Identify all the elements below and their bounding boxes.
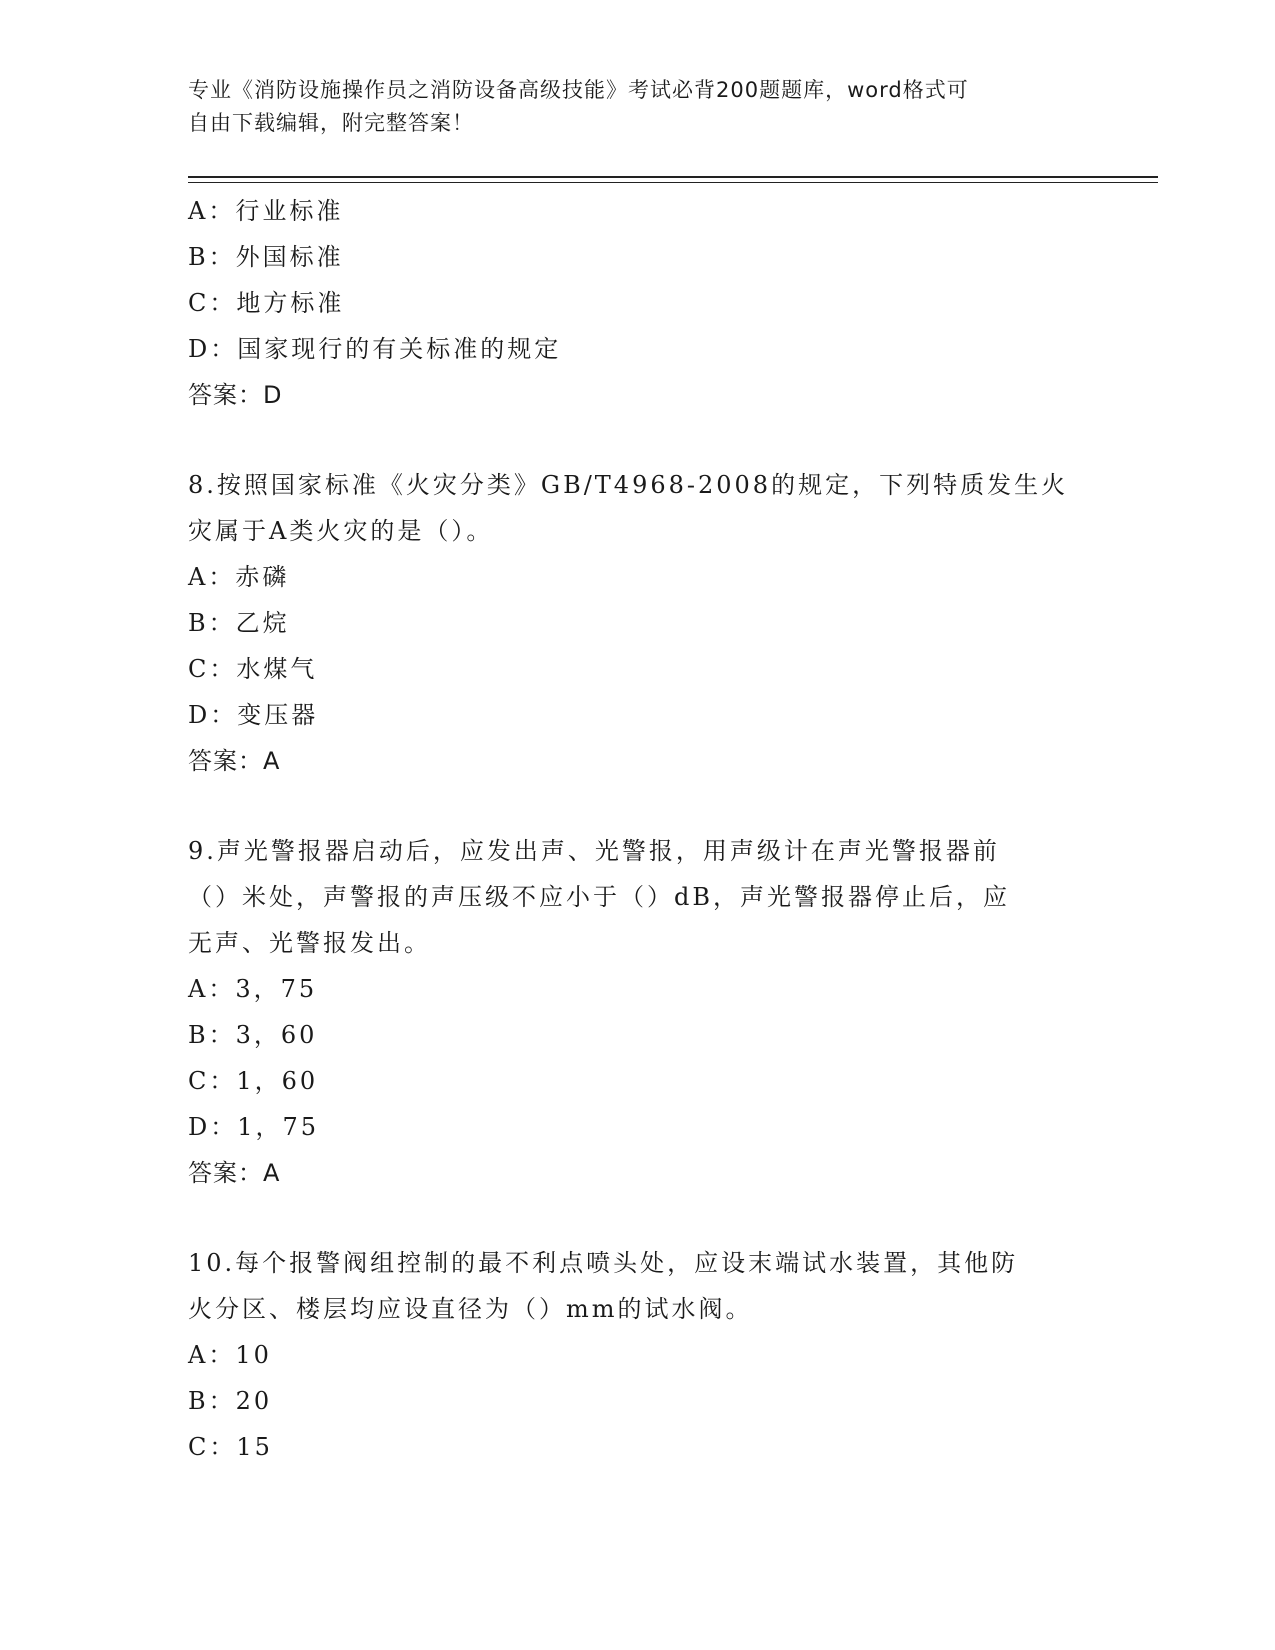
question-7-tail — [188, 188, 1088, 418]
option-a: A：赤磷 — [188, 563, 290, 591]
option-b: B：外国标准 — [188, 243, 344, 271]
option-b: B：乙烷 — [188, 609, 290, 637]
question-9 — [188, 828, 1088, 1196]
header-divider-thick — [188, 176, 1158, 178]
option-c: C：水煤气 — [188, 655, 318, 683]
option-a: A：行业标准 — [188, 197, 344, 225]
header-divider-thin — [188, 182, 1158, 183]
question-text-line-1: 10.每个报警阀组控制的最不利点喷头处，应设末端试水装置，其他防 — [188, 1249, 1019, 1277]
document-body — [188, 188, 1088, 1470]
answer: 答案：A — [188, 747, 281, 775]
option-d: D：1，75 — [188, 1113, 320, 1141]
option-a: A：10 — [188, 1341, 272, 1369]
option-d: D：国家现行的有关标准的规定 — [188, 335, 562, 363]
option-d: D：变压器 — [188, 701, 319, 729]
question-10 — [188, 1240, 1088, 1470]
question-text-line-1: 8.按照国家标准《火灾分类》GB/T4968-2008的规定，下列特质发生火 — [188, 471, 1069, 499]
question-text-line-1: 9.声光警报器启动后，应发出声、光警报，用声级计在声光警报器前 — [188, 837, 1000, 865]
question-8 — [188, 462, 1088, 784]
question-text-line-3: 无声、光警报发出。 — [188, 929, 431, 957]
option-c: C：1，60 — [188, 1067, 319, 1095]
option-b: B：3，60 — [188, 1021, 318, 1049]
option-b: B：20 — [188, 1387, 273, 1415]
option-a: A：3，75 — [188, 975, 318, 1003]
option-c: C：15 — [188, 1433, 273, 1461]
header-line-1: 专业《消防设施操作员之消防设备高级技能》考试必背200题题库，word格式可 — [188, 78, 969, 102]
document-header — [188, 74, 1068, 140]
answer: 答案：A — [188, 1159, 281, 1187]
header-line-2: 自由下载编辑，附完整答案！ — [188, 111, 474, 135]
question-text-line-2: 灾属于A类火灾的是（）。 — [188, 517, 494, 545]
question-text-line-2: 火分区、楼层均应设直径为（）mm的试水阀。 — [188, 1295, 753, 1323]
question-text-line-2: （）米处，声警报的声压级不应小于（）dB，声光警报器停止后，应 — [188, 883, 1010, 911]
answer: 答案：D — [188, 381, 283, 409]
option-c: C：地方标准 — [188, 289, 345, 317]
